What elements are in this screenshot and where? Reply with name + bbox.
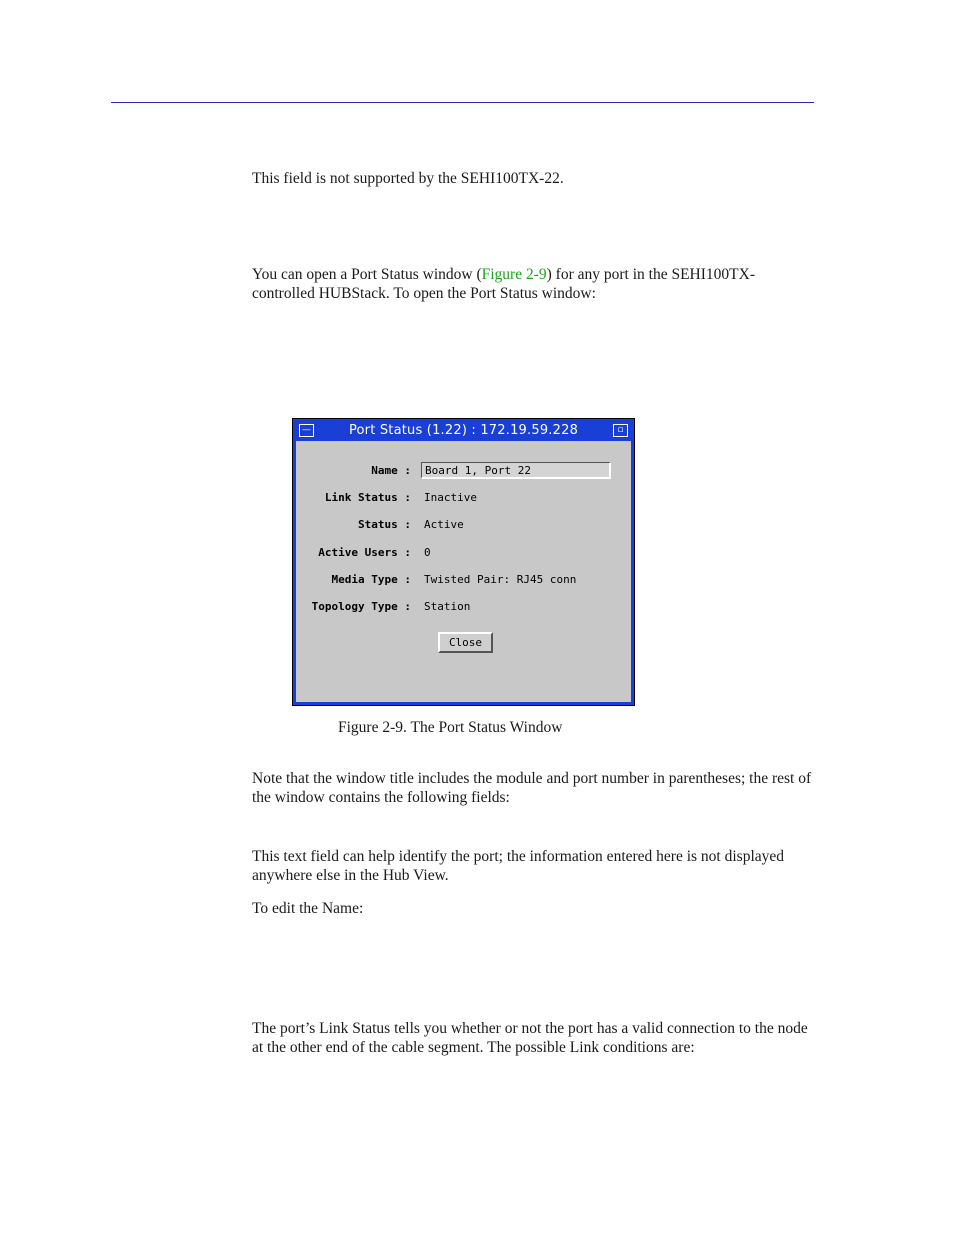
topology-type-row [296, 598, 631, 616]
status-label: Status : [358, 518, 411, 531]
status-row [296, 516, 631, 534]
paragraph-window-title-note: Note that the window title includes the module and port number in parentheses; the rest of the window contains the following fields: [252, 770, 812, 806]
paragraph-text: You can open a Port Status window ( [252, 266, 482, 283]
window-title: Port Status (1.22) : 172.19.59.228 [348, 423, 579, 438]
topology-type-value: Station [424, 600, 471, 613]
port-status-window [293, 419, 634, 705]
name-input[interactable] [421, 462, 611, 479]
active-users-row [296, 544, 631, 562]
name-row [296, 462, 631, 480]
window-titlebar[interactable] [296, 422, 631, 441]
status-value: Active [424, 518, 464, 531]
figure-link[interactable]: Figure 2-9 [481, 266, 547, 283]
link-status-label: Link Status : [324, 491, 411, 504]
paragraph-link-status: The port’s Link Status tells you whether or not the port has a valid connection to the node at the other end of the cable segment. The possible Link conditions are: [252, 1020, 808, 1056]
topology-type-label: Topology Type : [311, 600, 411, 613]
figure-caption: Figure 2-9. The Port Status Window [338, 719, 563, 736]
link-status-row [296, 489, 631, 507]
paragraph-text: ) for any port in the SEHI100TX-controlled HUBStack. To open the Port Status window: [252, 266, 755, 302]
paragraph-open-port-status [252, 265, 814, 303]
link-status-value: Inactive [424, 491, 477, 504]
active-users-value: 0 [424, 546, 431, 559]
paragraph-edit-name: To edit the Name: [252, 900, 364, 917]
media-type-row [296, 571, 631, 589]
media-type-value: Twisted Pair: RJ45 conn [424, 573, 577, 586]
active-users-label: Active Users : [318, 546, 411, 559]
window-menu-icon[interactable]: — [299, 424, 314, 437]
media-type-label: Media Type : [331, 573, 411, 586]
name-label: Name : [371, 464, 411, 477]
paragraph-name-field: This text field can help identify the port; the information entered here is not displayed anywhere else in the Hub View. [252, 848, 785, 884]
minimize-icon[interactable]: ▫ [613, 424, 628, 437]
paragraph-unsupported-field: This field is not supported by the SEHI100TX-22. [252, 170, 564, 187]
header-rule [111, 102, 814, 103]
close-button[interactable]: Close [438, 632, 493, 653]
